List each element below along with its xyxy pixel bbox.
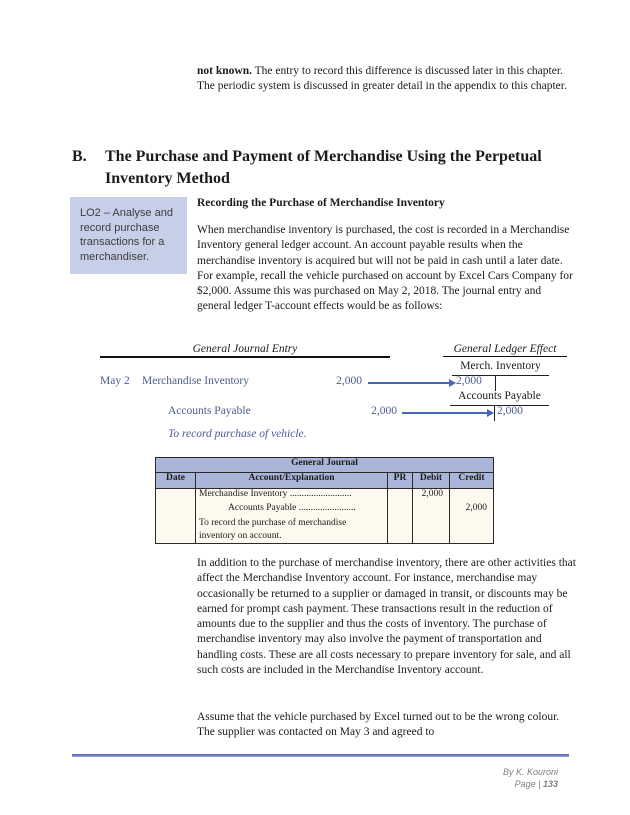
cell-pr <box>388 517 413 544</box>
table-row <box>156 517 494 544</box>
col-header-date: Date <box>156 473 196 489</box>
paragraph-wrong-colour: Assume that the vehicle purchased by Excel turned out to be the wrong colour. The supplier was contacted on May 3 and agreed to <box>197 711 560 739</box>
footer-page-value: 133 <box>542 779 558 789</box>
journal-entry-right-header: General Ledger Effect <box>443 343 567 357</box>
col-header-credit: Credit <box>450 473 494 489</box>
cell-credit-amount: 2,000 <box>450 503 494 517</box>
paragraph-purchase-recording: When merchandise inventory is purchased, the cost is recorded in a Merchandise Inventory general ledger account. An account payable results when the merchandise inventory is acquired but will not be paid in cash until a later date. For example, recall the vehicle purchased on account by Excel Cars Company for $2,000. Assume this was purchased on May 2, 2018. The journal entry and general ledger T-account effects would be as follows: <box>197 224 573 313</box>
arrow-right-icon <box>368 378 456 388</box>
intro-paragraph <box>197 64 569 95</box>
cell-pr <box>388 489 413 504</box>
paragraph-other-activities: In addition to the purchase of merchandise inventory, there are other activities that affect the Merchandise Inventory account. For instance, merchandise may occasionally be returned to a supplier or damaged in transit, or discounts may be earned for prompt cash payment. These transactions result in the reduction of amounts due to the supplier and thus the costs of inventory. The purchase of merchandise inventory may also involve the payment of transportation and handling costs. These are all costs necessary to prepare inventory for sale, and all such costs are included in the Merchandise Inventory account. <box>197 557 576 677</box>
cell-credit <box>450 517 494 544</box>
cell-date <box>156 503 196 517</box>
footer-page-number <box>358 778 558 790</box>
col-header-account: Account/Explanation <box>196 473 388 489</box>
table-title-row <box>156 458 494 473</box>
cell-explanation: To record the purchase of merchandise inventory on account. <box>196 517 388 544</box>
table-row <box>156 503 494 517</box>
arrow-right-icon <box>402 408 494 418</box>
subheading-recording-purchase: Recording the Purchase of Merchandise Inventory <box>197 197 445 209</box>
cell-pr <box>388 503 413 517</box>
table-header-row <box>156 473 494 489</box>
col-header-debit: Debit <box>413 473 450 489</box>
page-footer <box>358 766 558 790</box>
cell-debit <box>413 503 450 517</box>
journal-row2-account: Accounts Payable <box>168 405 251 417</box>
intro-rest: The entry to record this difference is discussed later in this chapter. The periodic system is discussed in greater detail in the appendix to this chapter. <box>197 65 567 93</box>
journal-row1-account: Merchandise Inventory <box>142 375 249 387</box>
cell-credit <box>450 489 494 504</box>
cell-account-merchandise-inventory: Merchandise Inventory .......................... <box>196 489 388 504</box>
table-row <box>156 489 494 504</box>
heading-text: The Purchase and Payment of Merchandise Using the Perpetual Inventory Method <box>105 148 542 187</box>
t-account-merch-inventory-debit: 2,000 <box>456 375 496 391</box>
section-heading <box>72 146 582 190</box>
intro-lead-bold: not known. <box>197 65 252 77</box>
journal-entry-left-header: General Journal Entry <box>100 343 390 358</box>
table-title: General Journal <box>156 458 494 473</box>
general-journal-table <box>155 457 494 544</box>
journal-row1-amount: 2,000 <box>336 375 362 387</box>
lo2-callout-box: LO2 – Analyse and record purchase transactions for a merchandiser. <box>70 197 187 274</box>
t-account-accounts-payable-label: Accounts Payable <box>450 390 549 406</box>
footer-page-label: Page | <box>514 779 543 789</box>
cell-date <box>156 489 196 504</box>
t-account-merch-inventory-label: Merch. Inventory <box>452 360 549 376</box>
heading-number: B. <box>72 148 87 165</box>
cell-debit-amount: 2,000 <box>413 489 450 504</box>
t-account-accounts-payable-credit: 2,000 <box>494 405 537 421</box>
journal-entry-memo: To record purchase of vehicle. <box>168 428 307 440</box>
cell-date <box>156 517 196 544</box>
cell-account-accounts-payable: Accounts Payable ........................ <box>196 503 388 517</box>
journal-row2-amount: 2,000 <box>371 405 397 417</box>
cell-debit <box>413 517 450 544</box>
footer-divider <box>72 754 569 757</box>
col-header-pr: PR <box>388 473 413 489</box>
journal-row1-date: May 2 <box>100 375 130 387</box>
footer-author: By K. Kouroni <box>502 767 558 777</box>
